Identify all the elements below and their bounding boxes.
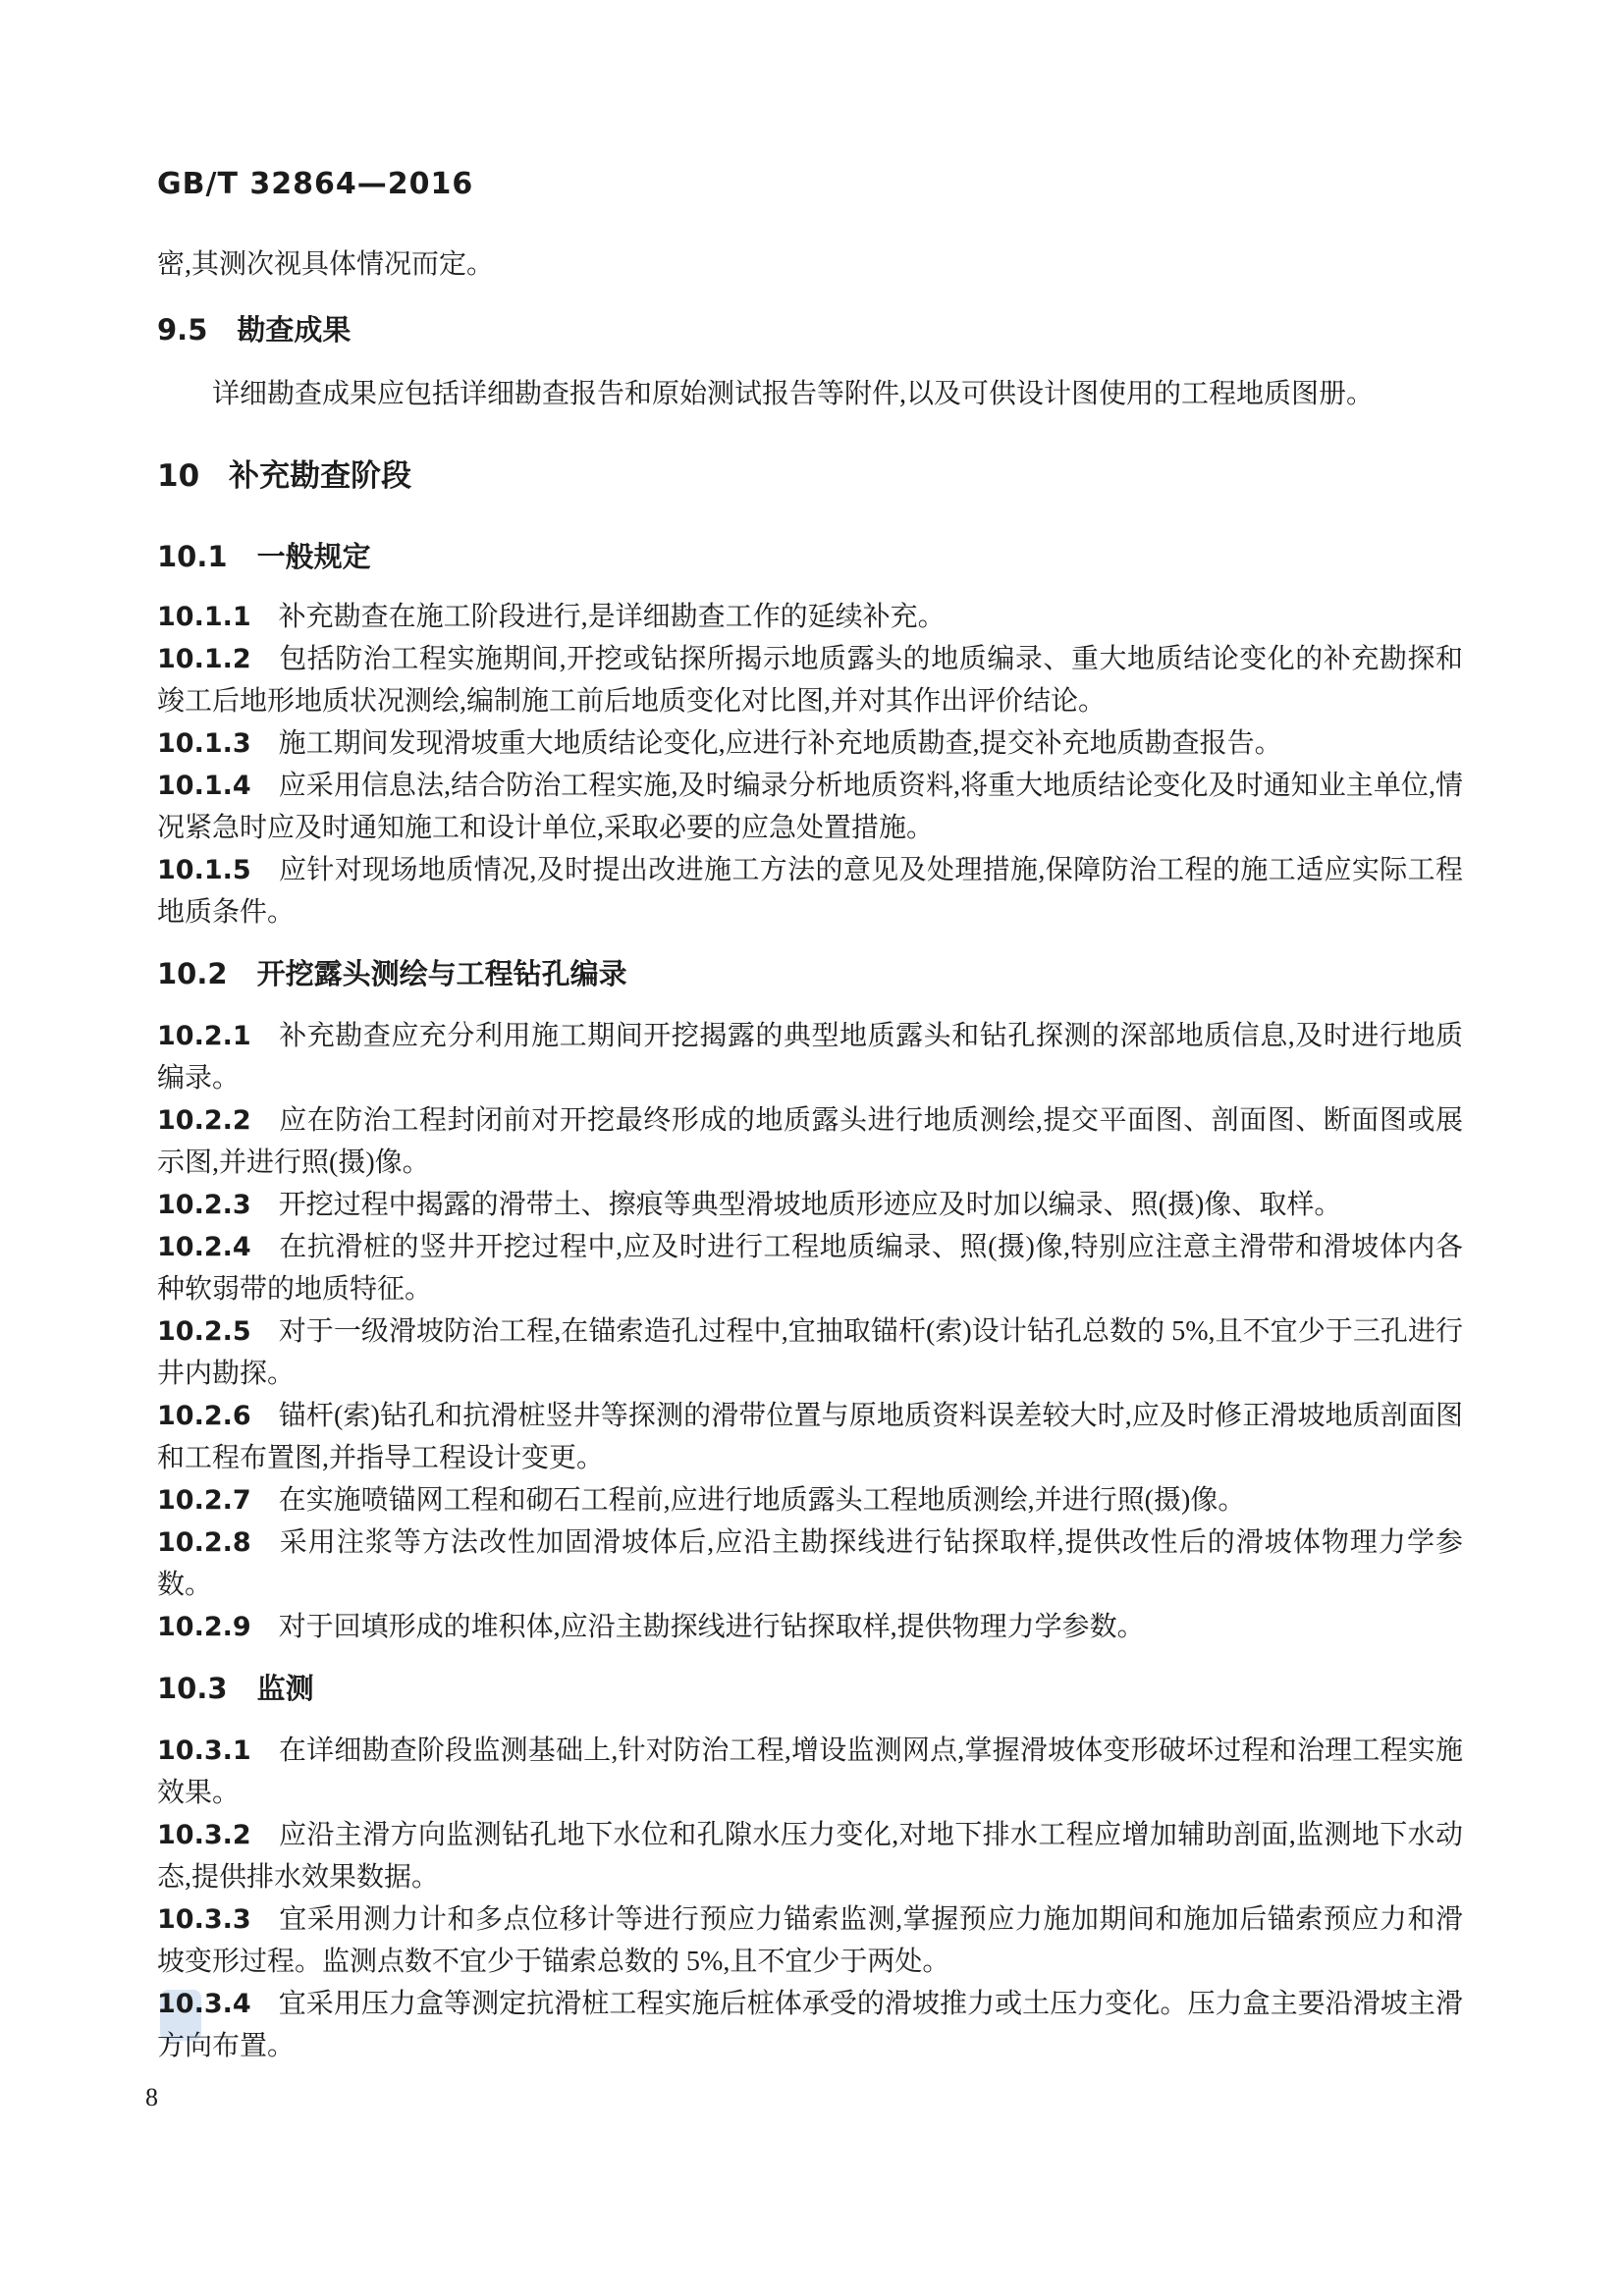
clause-text-10-2-9: 对于回填形成的堆积体,应沿主勘探线进行钻探取样,提供物理力学参数。	[278, 1612, 1145, 1642]
section-number-10-1: 10.1	[157, 540, 228, 573]
clause-10-2-4	[157, 1226, 1463, 1310]
clause-number-10-3-4: 10.3.4	[157, 1989, 251, 2019]
clause-text-10-2-7: 在实施喷锚网工程和砌石工程前,应进行地质露头工程地质测绘,并进行照(摄)像。	[278, 1485, 1246, 1516]
page-number: 8	[145, 2083, 158, 2111]
clause-number-10-1-2: 10.1.2	[157, 644, 251, 674]
clause-10-1-5	[157, 849, 1463, 934]
clause-text-10-2-1: 补充勘查应充分利用施工期间开挖揭露的典型地质露头和钻孔探测的深部地质信息,及时进行地质编录。	[157, 1021, 1463, 1094]
section-number-10-3: 10.3	[157, 1672, 228, 1705]
clause-text-10-3-1: 在详细勘查阶段监测基础上,针对防治工程,增设监测网点,掌握滑坡体变形破坏过程和治理工程实施效果。	[157, 1735, 1463, 1808]
clause-text-10-2-4: 在抗滑桩的竖井开挖过程中,应及时进行工程地质编录、照(摄)像,特别应注意主滑带和滑坡体内各种软弱带的地质特征。	[157, 1232, 1463, 1305]
clause-10-2-9	[157, 1606, 1463, 1648]
standard-code: GB/T 32864—2016	[157, 167, 474, 201]
section-title-10-1: 一般规定	[256, 540, 371, 573]
clause-number-10-2-4: 10.2.4	[157, 1232, 251, 1262]
clause-number-10-3-3: 10.3.3	[157, 1904, 251, 1935]
clause-number-10-2-5: 10.2.5	[157, 1316, 251, 1347]
clause-10-1-2	[157, 638, 1463, 722]
section-heading-10-1	[157, 536, 1463, 578]
clause-10-1-4	[157, 765, 1463, 849]
section-title-9-5: 勘查成果	[237, 313, 352, 347]
clause-10-3-1	[157, 1730, 1463, 1814]
clause-text-10-2-2: 应在防治工程封闭前对开挖最终形成的地质露头进行地质测绘,提交平面图、剖面图、断面图或展示图,并进行照(摄)像。	[157, 1105, 1463, 1178]
clause-10-2-7	[157, 1479, 1463, 1522]
clause-number-10-1-4: 10.1.4	[157, 771, 251, 801]
clause-number-10-3-1: 10.3.1	[157, 1735, 251, 1766]
chapter-number-10: 10	[157, 458, 200, 494]
clause-text-10-3-3: 宜采用测力计和多点位移计等进行预应力锚索监测,掌握预应力施加期间和施加后锚索预应力和滑坡变形过程。监测点数不宜少于锚索总数的 5%,且不宜少于两处。	[157, 1904, 1463, 1977]
clause-10-3-2	[157, 1814, 1463, 1898]
clause-10-3-3	[157, 1898, 1463, 1983]
clause-number-10-1-5: 10.1.5	[157, 855, 251, 885]
clause-text-10-2-5: 对于一级滑坡防治工程,在锚索造孔过程中,宜抽取锚杆(索)设计钻孔总数的 5%,且不宜少于三孔进行井内勘探。	[157, 1316, 1463, 1389]
clause-text-10-1-3: 施工期间发现滑坡重大地质结论变化,应进行补充地质勘查,提交补充地质勘查报告。	[278, 728, 1282, 759]
clause-text-10-1-4: 应采用信息法,结合防治工程实施,及时编录分析地质资料,将重大地质结论变化及时通知业主单位,情况紧急时应及时通知施工和设计单位,采取必要的应急处置措施。	[157, 771, 1463, 843]
clause-text-10-1-5: 应针对现场地质情况,及时提出改进施工方法的意见及处理措施,保障防治工程的施工适应实际工程地质条件。	[157, 855, 1463, 928]
clause-10-3-4	[157, 1983, 1463, 2067]
clause-number-10-3-2: 10.3.2	[157, 1820, 251, 1850]
clause-text-10-1-1: 补充勘查在施工阶段进行,是详细勘查工作的延续补充。	[278, 602, 946, 632]
clause-10-2-8	[157, 1522, 1463, 1606]
paragraph-continuation: 密,其测次视具体情况而定。	[157, 249, 495, 280]
clause-10-2-5	[157, 1310, 1463, 1395]
section-number-10-2: 10.2	[157, 957, 228, 990]
clause-text-10-3-4: 宜采用压力盒等测定抗滑桩工程实施后桩体承受的滑坡推力或土压力变化。压力盒主要沿滑坡主滑方向布置。	[157, 1989, 1463, 2061]
clause-number-10-2-7: 10.2.7	[157, 1485, 251, 1516]
clause-10-1-3	[157, 722, 1463, 765]
section-number-9-5: 9.5	[157, 313, 208, 347]
clause-10-2-2	[157, 1099, 1463, 1184]
clause-10-2-6	[157, 1395, 1463, 1479]
clause-text-10-2-8: 采用注浆等方法改性加固滑坡体后,应沿主勘探线进行钻探取样,提供改性后的滑坡体物理力学参数。	[157, 1527, 1463, 1600]
document-content	[157, 167, 1463, 2067]
paragraph-9-5: 详细勘查成果应包括详细勘查报告和原始测试报告等附件,以及可供设计图使用的工程地质图册。	[212, 379, 1375, 409]
clause-number-10-2-2: 10.2.2	[157, 1105, 251, 1136]
section-heading-10-2	[157, 953, 1463, 995]
clause-10-2-3	[157, 1184, 1463, 1226]
chapter-title-10: 补充勘查阶段	[229, 458, 412, 494]
section-title-10-2: 开挖露头测绘与工程钻孔编录	[256, 957, 627, 990]
clause-number-10-2-9: 10.2.9	[157, 1612, 251, 1642]
section-heading-9-5	[157, 309, 1463, 351]
clause-number-10-2-8: 10.2.8	[157, 1527, 251, 1558]
clause-text-10-3-2: 应沿主滑方向监测钻孔地下水位和孔隙水压力变化,对地下排水工程应增加辅助剖面,监测地下水动态,提供排水效果数据。	[157, 1820, 1463, 1893]
clause-text-10-2-6: 锚杆(索)钻孔和抗滑桩竖井等探测的滑带位置与原地质资料误差较大时,应及时修正滑坡地质剖面图和工程布置图,并指导工程设计变更。	[157, 1401, 1463, 1473]
section-heading-10-3	[157, 1668, 1463, 1710]
section-title-10-3: 监测	[256, 1672, 314, 1705]
clause-number-10-1-3: 10.1.3	[157, 728, 251, 759]
clause-text-10-2-3: 开挖过程中揭露的滑带土、擦痕等典型滑坡地质形迹应及时加以编录、照(摄)像、取样。	[278, 1190, 1342, 1220]
clause-text-10-1-2: 包括防治工程实施期间,开挖或钻探所揭示地质露头的地质编录、重大地质结论变化的补充勘探和竣工后地形地质状况测绘,编制施工前后地质变化对比图,并对其作出评价结论。	[157, 644, 1463, 717]
clause-number-10-1-1: 10.1.1	[157, 602, 251, 632]
clause-number-10-2-6: 10.2.6	[157, 1401, 251, 1431]
clause-number-10-2-3: 10.2.3	[157, 1190, 251, 1220]
clause-number-10-2-1: 10.2.1	[157, 1021, 251, 1051]
clause-10-1-1	[157, 596, 1463, 638]
clause-10-2-1	[157, 1015, 1463, 1099]
chapter-heading-10	[157, 454, 1463, 499]
